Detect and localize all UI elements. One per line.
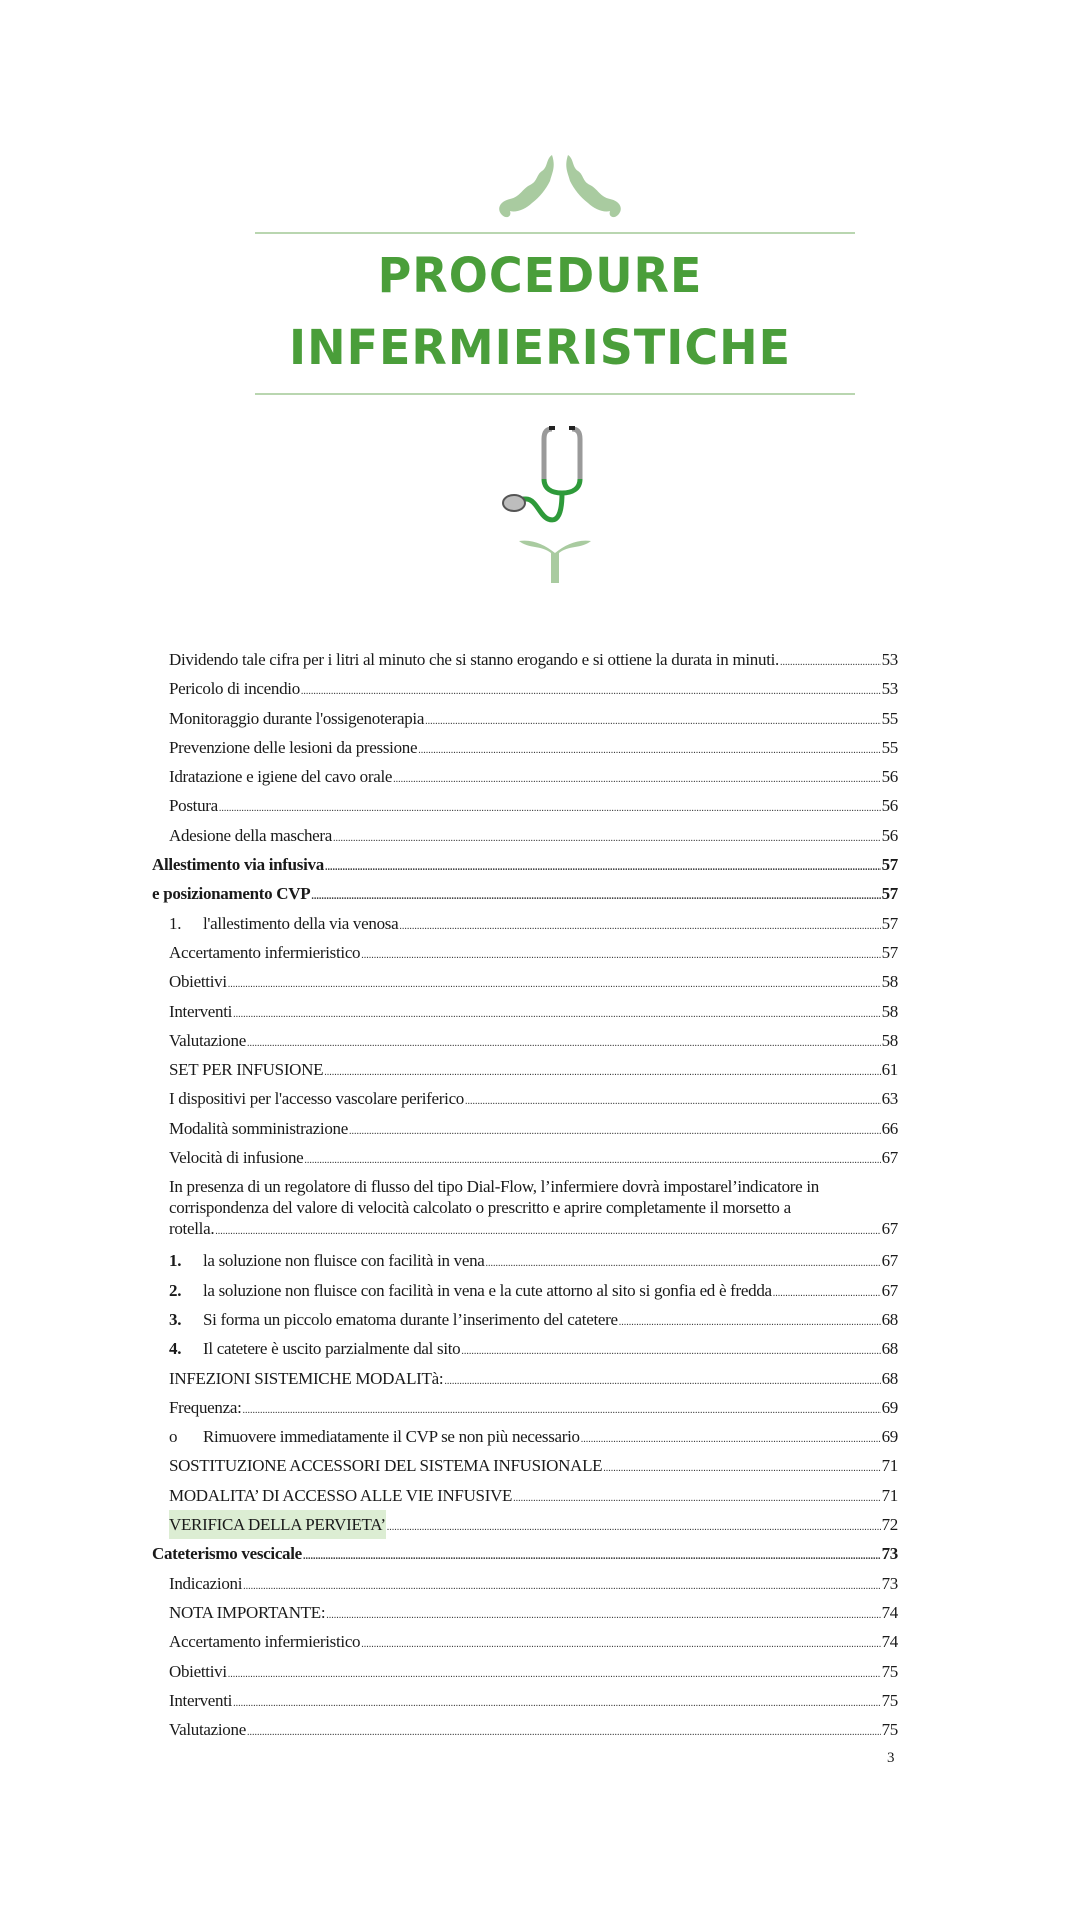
- toc-entry-page: 73: [881, 1544, 898, 1564]
- dot-leader: [304, 1146, 880, 1175]
- toc-entry-number: 1.: [169, 913, 182, 933]
- toc-entry-page: 53: [881, 650, 898, 669]
- toc-entry-page: 69: [881, 1397, 898, 1417]
- toc-entry-title: Frequenza:: [169, 1397, 242, 1417]
- toc-entry-title: Velocità di infusione: [169, 1148, 304, 1168]
- page-number: 3: [887, 1750, 895, 1766]
- toc-entry-page: 61: [881, 1060, 898, 1080]
- toc-entry-page: 55: [881, 708, 898, 728]
- dot-leader: [243, 1572, 880, 1601]
- dot-leader: [773, 1279, 881, 1308]
- toc-entry-number: o: [169, 1427, 178, 1447]
- toc-entry[interactable]: [152, 997, 898, 1026]
- toc-entry-number: 1.: [169, 1251, 182, 1271]
- toc-entry-title: MODALITA’ DI ACCESSO ALLE VIE INFUSIVE: [169, 1485, 513, 1505]
- toc-entry[interactable]: [152, 1539, 898, 1568]
- toc-entry[interactable]: [152, 1422, 898, 1451]
- dot-leader: [465, 1087, 881, 1116]
- leaf-ornament-icon: [515, 535, 595, 585]
- title-line-1: PROCEDURE: [377, 246, 703, 304]
- dot-leader: [301, 677, 881, 706]
- toc-entry[interactable]: [152, 1055, 898, 1084]
- toc-entry-page: 67: [881, 1280, 898, 1300]
- toc-entry-title: Dividendo tale cifra per i litri al minuto che si stanno erogando e si ottiene la durata in minuti.: [169, 650, 779, 669]
- dot-leader: [444, 1367, 880, 1396]
- dot-leader: [349, 1117, 881, 1146]
- toc-entry-page: 56: [881, 796, 898, 816]
- toc-entry[interactable]: [152, 1481, 898, 1510]
- dot-leader: [780, 648, 881, 677]
- toc-entry[interactable]: [152, 1715, 898, 1744]
- dot-leader: [619, 1308, 881, 1337]
- toc-entry[interactable]: [152, 733, 898, 762]
- dot-leader: [387, 1513, 881, 1542]
- dot-leader: [361, 941, 880, 970]
- toc-entry-page: 68: [881, 1368, 898, 1388]
- toc-entry[interactable]: [152, 1276, 898, 1305]
- toc-entry-page: 66: [881, 1118, 898, 1138]
- toc-entry-page: 75: [881, 1720, 898, 1740]
- toc-entry[interactable]: [152, 1627, 898, 1656]
- dot-leader: [399, 912, 880, 941]
- toc-entry-number: 4.: [169, 1339, 182, 1359]
- table-of-contents: [152, 645, 898, 1744]
- toc-entry[interactable]: [152, 1569, 898, 1598]
- dot-leader: [233, 1689, 881, 1718]
- dot-leader: [247, 1029, 881, 1058]
- toc-entry-last-line: [169, 1218, 898, 1242]
- toc-entry[interactable]: [152, 1334, 898, 1363]
- dot-leader: [425, 707, 880, 736]
- toc-entry-page: 67: [881, 1251, 898, 1271]
- toc-entry-page: 69: [881, 1427, 898, 1447]
- toc-entry-page: 74: [881, 1632, 898, 1652]
- top-divider: [255, 232, 855, 234]
- toc-entry-title: la soluzione non fluisce con facilità in vena: [203, 1251, 485, 1271]
- dot-leader: [324, 1058, 880, 1087]
- toc-entry-line: corrispondenza del valore di velocità calcolato o prescritto e aprire completamente il morsetto a: [169, 1198, 791, 1218]
- toc-entry-page: 53: [881, 679, 898, 699]
- dot-leader: [513, 1484, 880, 1513]
- toc-entry-page: 55: [881, 737, 898, 757]
- toc-entry-title: Prevenzione delle lesioni da pressione: [169, 737, 418, 757]
- toc-entry[interactable]: [152, 1026, 898, 1055]
- dot-leader: [219, 794, 881, 823]
- toc-entry-title: Accertamento infermieristico: [169, 1632, 361, 1652]
- toc-entry[interactable]: [152, 1598, 898, 1627]
- toc-entry-title: Modalità somministrazione: [169, 1118, 348, 1138]
- toc-entry-title: Si forma un piccolo ematoma durante l’inserimento del catetere: [203, 1309, 618, 1329]
- toc-entry-title: Pericolo di incendio: [169, 679, 300, 699]
- toc-entry-title: Allestimento via infusiva: [152, 855, 324, 875]
- toc-entry[interactable]: [152, 967, 898, 996]
- dot-leader: [325, 853, 881, 882]
- dot-leader: [333, 824, 881, 853]
- toc-entry-title: SET PER INFUSIONE: [169, 1060, 324, 1080]
- dot-leader: [243, 1396, 881, 1425]
- toc-entry-title: Adesione della maschera: [169, 825, 333, 845]
- toc-entry-title: Accertamento infermieristico: [169, 942, 361, 962]
- floral-ornament-icon: [490, 145, 630, 225]
- toc-entry-number: 2.: [169, 1280, 182, 1300]
- toc-entry-title: Cateterismo vescicale: [152, 1544, 302, 1564]
- toc-entry[interactable]: [152, 879, 898, 908]
- toc-entry-page: 75: [881, 1690, 898, 1710]
- toc-entry-page: 58: [881, 1001, 898, 1021]
- title-line-2: INFERMIERISTICHE: [288, 318, 792, 376]
- toc-entry-line: In presenza di un regolatore di flusso del tipo Dial-Flow, l’infermiere dovrà impostarel’indicatore in: [169, 1177, 819, 1197]
- toc-entry-page: 67: [881, 1148, 898, 1168]
- toc-entry-title: Idratazione e igiene del cavo orale: [169, 767, 393, 787]
- toc-entry-title: INFEZIONI SISTEMICHE MODALITà:: [169, 1368, 444, 1388]
- toc-entry[interactable]: [152, 791, 898, 820]
- dot-leader: [581, 1425, 881, 1454]
- toc-entry[interactable]: [152, 1364, 898, 1393]
- toc-entry-page: 57: [881, 884, 898, 904]
- toc-entry[interactable]: [152, 938, 898, 967]
- toc-entry[interactable]: [152, 909, 898, 938]
- toc-entry-page: 57: [881, 855, 898, 875]
- toc-entry[interactable]: [152, 674, 898, 703]
- toc-entry-page: 74: [881, 1602, 898, 1622]
- toc-entry-page: 75: [881, 1661, 898, 1681]
- toc-entry[interactable]: [152, 1393, 898, 1422]
- toc-entry[interactable]: [152, 1114, 898, 1143]
- toc-entry-page: 56: [881, 825, 898, 845]
- dot-leader: [228, 1660, 881, 1689]
- dot-leader: [486, 1249, 881, 1278]
- toc-entry-title: Rimuovere immediatamente il CVP se non più necessario: [203, 1427, 580, 1447]
- toc-entry-page: 71: [881, 1456, 898, 1476]
- toc-entry-page: 68: [881, 1339, 898, 1359]
- dot-leader: [311, 882, 880, 911]
- toc-entry-title: l'allestimento della via venosa: [203, 913, 399, 933]
- toc-entry[interactable]: [152, 1084, 898, 1113]
- toc-entry[interactable]: [152, 1451, 898, 1480]
- toc-entry-page: 58: [881, 972, 898, 992]
- bottom-divider: [255, 393, 855, 395]
- toc-entry-title: SOSTITUZIONE ACCESSORI DEL SISTEMA INFUSIONALE: [169, 1456, 603, 1476]
- toc-entry-page: 73: [881, 1573, 898, 1593]
- toc-entry[interactable]: [152, 1305, 898, 1334]
- toc-entry-page: 71: [881, 1485, 898, 1505]
- toc-entry-title: Indicazioni: [169, 1573, 243, 1593]
- toc-entry[interactable]: [152, 1686, 898, 1715]
- toc-entry-title: e posizionamento CVP: [152, 884, 311, 904]
- toc-entry[interactable]: [152, 1246, 898, 1275]
- toc-entry[interactable]: [152, 645, 898, 674]
- dot-leader: [461, 1337, 880, 1366]
- toc-entry-title: VERIFICA DELLA PERVIETA’: [169, 1510, 386, 1539]
- toc-entry-page: 56: [881, 767, 898, 787]
- toc-entry-title: I dispositivi per l'accesso vascolare periferico: [169, 1089, 465, 1109]
- dot-leader: [228, 970, 881, 999]
- toc-entry[interactable]: [152, 850, 898, 879]
- toc-entry-title: Interventi: [169, 1690, 233, 1710]
- dot-leader: [247, 1718, 881, 1747]
- toc-entry[interactable]: [152, 762, 898, 791]
- toc-entry-page: 67: [881, 1219, 898, 1239]
- dot-leader: [393, 765, 880, 794]
- toc-entry-title: la soluzione non fluisce con facilità in vena e la cute attorno al sito si gonfia ed è fredda: [203, 1280, 772, 1300]
- toc-entry[interactable]: [152, 1657, 898, 1686]
- dot-leader: [603, 1454, 880, 1483]
- dot-leader: [361, 1630, 880, 1659]
- toc-entry-title: NOTA IMPORTANTE:: [169, 1602, 326, 1622]
- toc-entry-page: 57: [881, 913, 898, 933]
- toc-entry-title: Monitoraggio durante l'ossigenoterapia: [169, 708, 425, 728]
- toc-entry-number: 3.: [169, 1309, 182, 1329]
- toc-entry[interactable]: [152, 1510, 898, 1539]
- toc-entry-title: Il catetere è uscito parzialmente dal sito: [203, 1339, 461, 1359]
- dot-leader: [326, 1601, 880, 1630]
- dot-leader: [215, 1221, 880, 1242]
- toc-entry[interactable]: [152, 1172, 898, 1246]
- toc-entry-page: 63: [881, 1089, 898, 1109]
- toc-entry-page: 72: [881, 1515, 898, 1535]
- toc-entry-page: 57: [881, 942, 898, 962]
- stethoscope-icon: [500, 425, 610, 525]
- dot-leader: [418, 736, 880, 765]
- toc-entry-page: 68: [881, 1309, 898, 1329]
- toc-entry[interactable]: [152, 1143, 898, 1172]
- toc-entry-title: Obiettivi: [169, 1661, 227, 1681]
- toc-entry-title: rotella.: [169, 1219, 215, 1239]
- toc-entry-title: Obiettivi: [169, 972, 227, 992]
- dot-leader: [303, 1542, 881, 1571]
- toc-entry[interactable]: [152, 821, 898, 850]
- dot-leader: [233, 1000, 881, 1029]
- toc-entry-title: Postura: [169, 796, 218, 816]
- toc-entry[interactable]: [152, 704, 898, 733]
- toc-entry-title: Valutazione: [169, 1720, 246, 1740]
- toc-entry-title: Interventi: [169, 1001, 233, 1021]
- toc-entry-title: Valutazione: [169, 1030, 246, 1050]
- toc-entry-page: 58: [881, 1030, 898, 1050]
